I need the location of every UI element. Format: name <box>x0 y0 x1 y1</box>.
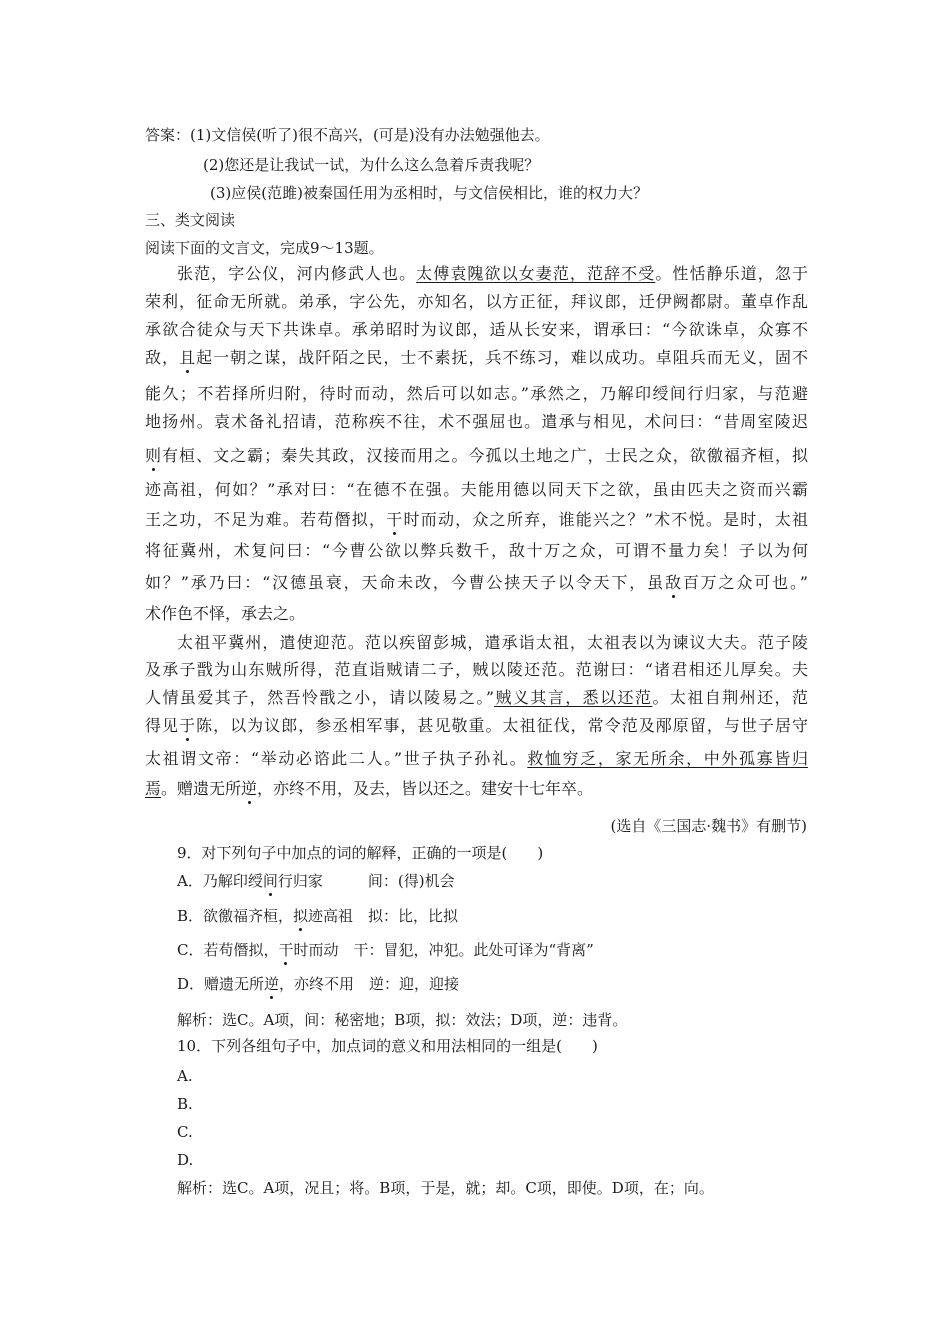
q9-stem: 9．对下列句子中加点的词的解释，正确的一项是( ) <box>177 844 544 862</box>
q10-option-b: B. <box>177 1095 193 1113</box>
underlined-sentence: 太傅袁隗欲以女妻范，范辞不受 <box>416 264 656 283</box>
dotted-word: 干 <box>386 510 404 529</box>
q10-option-d: D. <box>177 1151 194 1169</box>
section-heading: 三、类文阅读 <box>145 211 236 229</box>
q9-option-c: C．若苟僭拟，干时而动 干：冒犯，冲犯。此处可译为“背离” <box>177 941 594 959</box>
passage-source: (选自《三国志·魏书》有删节) <box>610 817 807 835</box>
passage-p1-line-10: 将征冀州，术复问曰：“今曹公欲以弊兵数千，敌十万之众，可谓不量力矣！子以为何 <box>145 541 808 560</box>
passage-p1-line-4: 敌，且起一朝之谋，战阡陌之民，士不素抚，兵不练习，难以成功。卓阻兵而无义，固不 <box>145 348 808 367</box>
q9-option-a: A．乃解印绶间行归家 间：(得)机会 <box>177 872 455 890</box>
dotted-word: 逆 <box>241 779 258 798</box>
dotted-word: 逆 <box>264 975 280 993</box>
dotted-word: 干 <box>278 941 294 959</box>
underlined-sentence: 焉 <box>145 779 162 798</box>
answer-line-1: 答案：(1)文信侯(听了)很不高兴，(可是)没有办法勉强他去。 <box>145 126 550 144</box>
passage-p1-line-2: 荣利，征命无所就。弟承，字公先，亦知名，以方正征，拜议郎，迁伊阙都尉。董卓作乱 <box>145 292 808 311</box>
dotted-word: 则 <box>145 446 163 465</box>
passage-p1-line-12: 术作色不怿，承去之。 <box>145 604 306 623</box>
passage-p1-line-6: 地扬州。袁术备礼招请，范称疾不往，术不强屈也。遣承与相见，术问曰：“昔周室陵迟 <box>145 412 808 431</box>
underlined-sentence: 救恤穷乏，家无所余，中外孤寡皆归 <box>527 749 808 768</box>
passage-p1-line-8: 迹高祖，何如？”承对曰：“在德不在强。夫能用德以同天下之欲，虽由匹夫之资而兴霸 <box>145 480 808 499</box>
dotted-word: 敌 <box>664 573 683 592</box>
passage-p1-line-9: 王之功，不足为难。若苟僭拟，干时而动，众之所弃，谁能兴之？”术不悦。是时，太祖 <box>145 510 808 529</box>
q10-stem: 10．下列各组句子中，加点词的意义和用法相同的一组是( ) <box>177 1037 598 1055</box>
passage-p2-line-3: 人情虽爱其子，然吾怜戬之小，请以陵易之。”贼义其言，悉以还范。太祖自荆州还，范 <box>145 688 808 707</box>
q9-option-d: D．赠遗无所逆，亦终不用 逆：迎，迎接 <box>177 975 460 993</box>
passage-p2-line-1: 太祖平冀州，遣使迎范。范以疾留彭城，遣承诣太祖，太祖表以为谏议大夫。范子陵 <box>177 633 808 652</box>
passage-p1-line-7: 则有桓、文之霸；秦失其政，汉接而用之。今孤以土地之广，士民之众，欲徼福齐桓，拟 <box>145 446 808 465</box>
passage-p1-line-1: 张范，字公仪，河内修武人也。太傅袁隗欲以女妻范，范辞不受。性恬静乐道，忽于 <box>177 264 808 283</box>
dotted-word: 于 <box>179 716 197 735</box>
q10-option-a: A. <box>177 1067 193 1085</box>
q9-analysis: 解析：选C。A项，间：秘密地；B项，拟：效法；D项，逆：违背。 <box>177 1011 628 1029</box>
passage-p1-line-11: 如？”承乃曰：“汉德虽衰，天命未改，今曹公挟天子以令天下，虽敌百万之众可也。” <box>145 573 808 592</box>
dotted-word: 拟 <box>293 907 309 925</box>
q10-option-c: C. <box>177 1123 193 1141</box>
q9-option-b: B．欲徼福齐桓，拟迹高祖 拟：比，比拟 <box>177 907 459 925</box>
passage-p1-line-3: 承欲合徒众与天下共诛卓。承弟昭时为议郎，适从长安来，谓承曰：“今欲诛卓，众寡不 <box>145 320 808 339</box>
dotted-word: 间 <box>262 872 278 890</box>
dotted-word: 且 <box>179 348 197 367</box>
answer-line-2: (2)您还是让我试一试，为什么这么急着斥责我呢？ <box>203 156 540 174</box>
passage-p2-line-4: 得见于陈，以为议郎，参丞相军事，甚见敬重。太祖征伐，常令范及邴原留，与世子居守 <box>145 716 808 735</box>
underlined-sentence: 贼义其言，悉以还范 <box>494 688 653 707</box>
instruction: 阅读下面的文言文，完成9～13题。 <box>145 239 384 257</box>
q10-analysis: 解析：选C。A项，况且；将。B项，于是，就；却。C项，即使。D项，在；向。 <box>177 1179 714 1197</box>
passage-p1-line-5: 能久；不若择所归附，待时而动，然后可以如志。”承然之，乃解印绶间行归家，与范避 <box>145 384 808 403</box>
passage-p2-line-2: 及承子戬为山东贼所得，范直诣贼请二子，贼以陵还范。范谢曰：“诸君相还儿厚矣。夫 <box>145 660 808 679</box>
answer-line-3: (3)应侯(范雎)被秦国任用为丞相时，与文信侯相比，谁的权力大？ <box>210 184 648 202</box>
passage-p2-line-6: 焉。赠遗无所逆，亦终不用，及去，皆以还之。建安十七年卒。 <box>145 779 594 798</box>
passage-p2-line-5: 太祖谓文帝：“举动必谘此二人。”世子执子孙礼。救恤穷乏，家无所余，中外孤寡皆归 <box>145 749 808 768</box>
